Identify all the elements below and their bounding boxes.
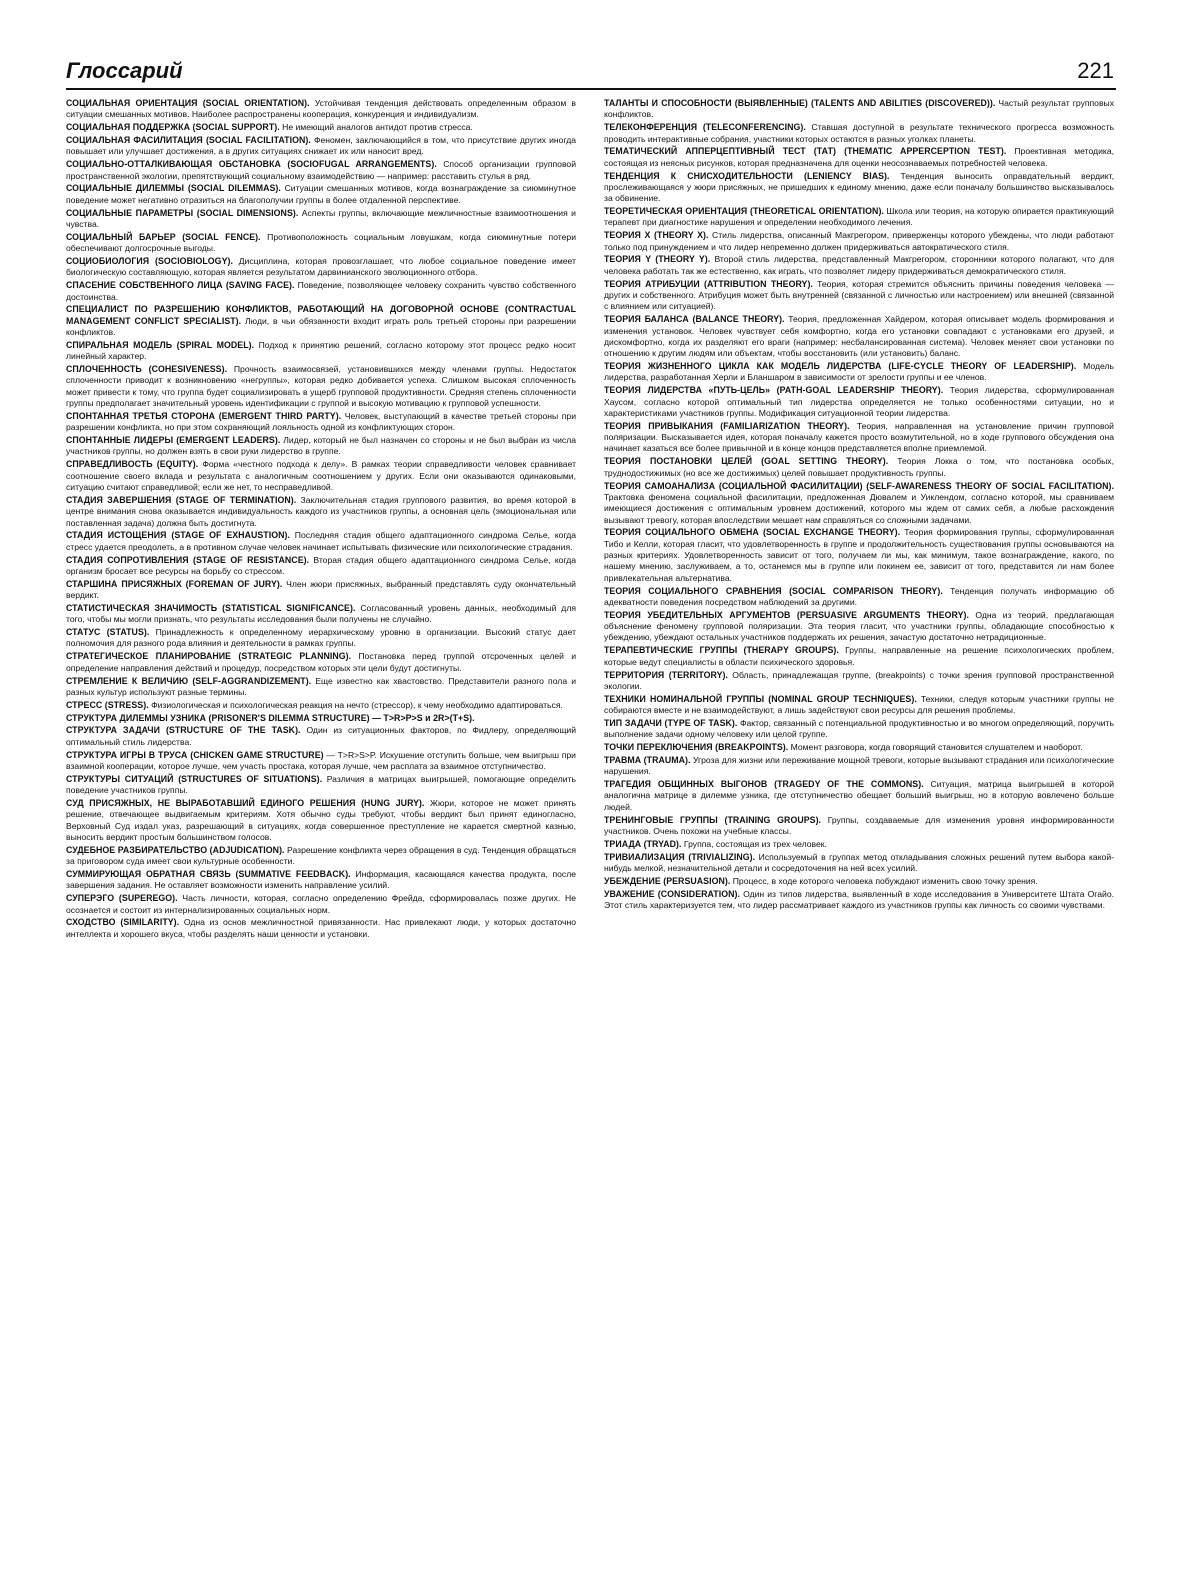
glossary-definition: Прочность взаимосвязей, установившихся между членами группы. Недостаток сплоченности приводит к возникновению «негруппы», которая редко добивается успеха. Слишком высокая сплоченность может привести к тому, что группа будет социализировать в ущерб групповой продуктивности. Средняя степень сплоченности группы предполагает значительный уровень идентификации с группой и высокую мотивацию к групповой успешности. bbox=[66, 364, 576, 409]
glossary-term: СХОДСТВО (SIMILARITY). bbox=[66, 917, 180, 928]
glossary-entry bbox=[66, 627, 576, 650]
glossary-term: ТЕОРИЯ СОЦИАЛЬНОГО ОБМЕНА (SOCIAL EXCHANGE THEORY). bbox=[604, 527, 901, 538]
glossary-definition: Стиль лидерства, описанный Макгрегором, приверженцы которого убеждены, что люди работают только под принуждением и что лидер непременно должен придерживаться автократического стиля. bbox=[604, 230, 1114, 252]
glossary-definition: Проективная методика, состоящая из неясных рисунков, которая предназначена для оценки неосознаваемых потребностей человека. bbox=[604, 146, 1114, 168]
glossary-term: СТАДИЯ ЗАВЕРШЕНИЯ (STAGE OF TERMINATION). bbox=[66, 494, 297, 505]
glossary-entry bbox=[66, 364, 576, 409]
glossary-term: ТОЧКИ ПЕРЕКЛЮЧЕНИЯ (BREAKPOINTS). bbox=[604, 742, 789, 753]
glossary-term: УБЕЖДЕНИЕ (PERSUASION). bbox=[604, 875, 731, 886]
glossary-entry bbox=[604, 779, 1114, 813]
glossary-definition: Подход к принятию решений, согласно которому этот процесс редко носит линейный характер. bbox=[66, 339, 576, 362]
glossary-term: ТЕОРИЯ ЛИДЕРСТВА «ПУТЬ-ЦЕЛЬ» (PATH-GOAL LEADERSHIP THEORY). bbox=[604, 385, 944, 396]
glossary-definition: Форма «честного подхода к делу». В рамках теории справедливости человек сравнивает соотношение своего вклада и результата с аналогичным соотношением у других. Если они оказываются одинаковыми, ситуацию считают справедливой; если же нет, то несправедливой. bbox=[66, 459, 576, 492]
glossary-definition: Школа или теория, на которую опирается практикующий терапевт при диагностике нарушения и определении необходимого лечения. bbox=[604, 206, 1114, 228]
glossary-entry bbox=[66, 798, 576, 843]
glossary-entry bbox=[66, 122, 576, 133]
glossary-definition: Один из ситуационных факторов, по Фидлеру, определяющий оптимальный стиль лидерства. bbox=[66, 725, 576, 747]
glossary-term: УВАЖЕНИЕ (CONSIDERATION). bbox=[604, 888, 740, 899]
glossary-entry bbox=[66, 435, 576, 458]
glossary-definition: Теория, предложенная Хайдером, которая описывает модель формирования и изменения установок. Человек чувствует себя комфортно, когда его установки совпадают с установками его друзей, и дискомфортно, когда их разделяют его враги (например: несбалансированная система). Человек меняет свои установки по отношению к другим людям или объектам, чтобы восстановить (или установить) баланс. bbox=[604, 314, 1114, 359]
glossary-definition: Часть личности, которая, согласно определению Фрейда, сформировалась позже других. Не осознается и состоит из интернализированных социальных норм. bbox=[66, 893, 576, 915]
glossary-definition: Поведение, позволяющее человеку сохранить чувство собственного достоинства. bbox=[66, 280, 576, 302]
glossary-definition: Тенденция выносить оправдательный вердикт, прослеживающаяся у жюри присяжных, не пришедших к единому мнению, даже если поначалу большинство высказывалось за обвинение. bbox=[604, 170, 1114, 204]
glossary-term: ТЕОРИЯ ЖИЗНЕННОГО ЦИКЛА КАК МОДЕЛЬ ЛИДЕРСТВА (LIFE-CYCLE THEORY OF LEADERSHIP). bbox=[604, 361, 1077, 372]
glossary-entry bbox=[66, 183, 576, 206]
glossary-definition: Момент разговора, когда говорящий становится слушателем и наоборот. bbox=[790, 742, 1083, 753]
glossary-term: СТАРШИНА ПРИСЯЖНЫХ (FOREMAN OF JURY). bbox=[66, 578, 283, 589]
glossary-definition: Физиологическая и психологическая реакция на нечто (стрессор), к чему необходимо адаптироваться. bbox=[151, 699, 563, 710]
glossary-term: ТРАВМА (TRAUMA). bbox=[604, 754, 691, 765]
glossary-definition: Аспекты группы, включающие межличностные взаимоотношения и чувства. bbox=[66, 207, 576, 229]
glossary-entry bbox=[604, 122, 1114, 145]
glossary-term: ТЕЛЕКОНФЕРЕНЦИЯ (TELECONFERENCING). bbox=[604, 122, 806, 133]
glossary-definition: Еще известно как хвастовство. Представители разного пола и разных культур используют разные термины. bbox=[66, 675, 576, 697]
glossary-definition: Группа, состоящая из трех человек. bbox=[683, 838, 827, 849]
glossary-definition: Член жюри присяжных, выбранный представлять суду окончательный вердикт. bbox=[66, 578, 576, 601]
glossary-definition: Не имеющий аналогов антидот против стресса. bbox=[282, 122, 473, 133]
glossary-entry bbox=[604, 815, 1114, 838]
glossary-entry bbox=[66, 750, 576, 773]
glossary-term: СТАТИСТИЧЕСКАЯ ЗНАЧИМОСТЬ (STATISTICAL SIGNIFICANCE). bbox=[66, 602, 356, 613]
glossary-entry bbox=[604, 876, 1114, 887]
glossary-term: СПОНТАННАЯ ТРЕТЬЯ СТОРОНА (EMERGENT THIRD PARTY). bbox=[66, 410, 342, 421]
glossary-term: СТРУКТУРЫ СИТУАЦИЙ (STRUCTURES OF SITUATIONS). bbox=[66, 773, 323, 784]
glossary-entry bbox=[66, 411, 576, 434]
glossary-definition: Тенденция получать информацию об адекватности поведения посредством наблюдений за другими. bbox=[604, 585, 1114, 607]
glossary-entry bbox=[66, 579, 576, 602]
glossary-entry bbox=[66, 159, 576, 182]
glossary-term: СТАТУС (STATUS). bbox=[66, 627, 150, 638]
glossary-entry bbox=[66, 917, 576, 940]
glossary-entry bbox=[66, 555, 576, 578]
glossary-entry bbox=[604, 98, 1114, 121]
glossary-term: СОЦИАЛЬНАЯ ПОДДЕРЖКА (SOCIAL SUPPORT). bbox=[66, 122, 280, 133]
glossary-term: СПЕЦИАЛИСТ ПО РАЗРЕШЕНИЮ КОНФЛИКТОВ, РАБОТАЮЩИЙ НА ДОГОВОРНОЙ ОСНОВЕ (CONTRACTUAL MANAGEMENT CONFLICT SPECIALIST). bbox=[66, 304, 576, 326]
glossary-term: СУММИРУЮЩАЯ ОБРАТНАЯ СВЯЗЬ (SUMMATIVE FEEDBACK). bbox=[66, 869, 351, 879]
glossary-term: СТРУКТУРА ДИЛЕММЫ УЗНИКА (PRISONER'S DILEMMA STRUCTURE) — T>R>P>S и 2R>(T+S). bbox=[66, 712, 475, 723]
glossary-entry bbox=[66, 459, 576, 493]
glossary-entry bbox=[66, 603, 576, 626]
glossary-term: СОЦИАЛЬНАЯ ФАСИЛИТАЦИЯ (SOCIAL FACILITATION). bbox=[66, 135, 311, 146]
glossary-term: СОЦИАЛЬНЫЕ ПАРАМЕТРЫ (SOCIAL DIMENSIONS). bbox=[66, 207, 299, 218]
glossary-definition: Жюри, которое не может принять решение, отвечающее выдвигаемым критериям. Хотя обычно суды требуют, чтобы вердикт был принят единогласно, Верховный Суд издал указ, разрешающий в ситуациях, когда совершенное преступление не карается смертной казнью, выносить вердикт простым большинством голосов. bbox=[66, 797, 576, 842]
glossary-definition: Фактор, связанный с потенциальной продуктивностью и во многом определяющий, поручить выполнение задачи одному человеку или целой группе. bbox=[604, 717, 1114, 740]
glossary-entry bbox=[66, 676, 576, 699]
glossary-definition: Принадлежность к определенному иерархическому уровню в организации. Высокий статус дает полномочия для разного рода влияния и деятельности в рамках группы. bbox=[66, 627, 576, 649]
glossary-entry bbox=[66, 530, 576, 553]
glossary-definition: Разрешение конфликта через обращения в суд. Тенденция обращаться за приговором суда имеет свои культурные особенности. bbox=[66, 844, 576, 867]
glossary-entry bbox=[604, 610, 1114, 644]
glossary-entry bbox=[604, 670, 1114, 693]
glossary-entry bbox=[604, 839, 1114, 850]
glossary-entry bbox=[604, 742, 1114, 753]
glossary-entry bbox=[66, 713, 576, 724]
glossary-entry bbox=[604, 718, 1114, 741]
glossary-entry bbox=[604, 755, 1114, 778]
glossary-term: СПЛОЧЕННОСТЬ (COHESIVENESS). bbox=[66, 364, 228, 375]
glossary-definition: Модель лидерства, разработанная Херли и Бланшаром в зависимости от зрелости группы и ее членов. bbox=[604, 361, 1114, 383]
glossary-entry bbox=[66, 304, 576, 338]
glossary-column-left bbox=[66, 98, 576, 1568]
glossary-definition: Группы, направленные на решение психологических проблем, которые ведут специалисты в области психического здоровья. bbox=[604, 645, 1114, 667]
glossary-term: СУД ПРИСЯЖНЫХ, НЕ ВЫРАБОТАВШИЙ ЕДИНОГО РЕШЕНИЯ (HUNG JURY). bbox=[66, 797, 425, 808]
glossary-term: СТРЕСС (STRESS). bbox=[66, 699, 149, 710]
glossary-term: ТЕХНИКИ НОМИНАЛЬНОЙ ГРУППЫ (NOMINAL GROUP TECHNIQUES). bbox=[604, 693, 917, 704]
glossary-entry bbox=[604, 254, 1114, 277]
glossary-term: СТРЕМЛЕНИЕ К ВЕЛИЧИЮ (SELF-AGGRANDIZEMENT). bbox=[66, 675, 312, 686]
glossary-entry bbox=[604, 421, 1114, 455]
glossary-term: СПРАВЕДЛИВОСТЬ (EQUITY). bbox=[66, 459, 199, 470]
glossary-definition: — T>R>S>P. Искушение отступить больше, чем выигрыш при взаимной кооперации, которое лучше, чем участь простака, которая лучше, чем расплата за взаимное отступничество. bbox=[66, 749, 576, 771]
glossary-term: ТАЛАНТЫ И СПОСОБНОСТИ (ВЫЯВЛЕННЫЕ) (TALENTS AND ABILITIES (DISCOVERED)). bbox=[604, 98, 996, 108]
glossary-entry bbox=[66, 340, 576, 363]
glossary-definition: Заключительная стадия группового развития, во время которой в центре внимания снова оказывается индивидуальность каждого из участников группы, а основная цель (эмоциональная или поставленная задача) должна быть достигнута. bbox=[66, 494, 576, 528]
glossary-definition: Второй стиль лидерства, представленный Макгрегором, сторонники которого полагают, что для человека работать так же естественно, как играть, что позволяет лидеру придерживаться демократического стиля. bbox=[604, 254, 1114, 276]
glossary-term: СТРУКТУРА ЗАДАЧИ (STRUCTURE OF THE TASK). bbox=[66, 725, 301, 736]
glossary-term: СПОНТАННЫЕ ЛИДЕРЫ (EMERGENT LEADERS). bbox=[66, 435, 281, 446]
glossary-definition: Лидер, который не был назначен со стороны и не был выбран из числа участников группы, но должен взять в свои руки лидерство в группе. bbox=[66, 435, 576, 457]
page-header bbox=[66, 56, 1116, 90]
glossary-term: СТРАТЕГИЧЕСКОЕ ПЛАНИРОВАНИЕ (STRATEGIC PLANNING). bbox=[66, 651, 352, 662]
glossary-entry bbox=[604, 230, 1114, 253]
glossary-definition: Устойчивая тенденция действовать определенным образом в ситуации смешанных мотивов. Наиболее распространены кооперация, конкуренция и индивидуализм. bbox=[66, 98, 576, 120]
glossary-term: ТЕРРИТОРИЯ (TERRITORY). bbox=[604, 669, 728, 680]
glossary-definition: Информация, касающаяся качества продукта, после завершения задания. Не оставляет возможности изменить направление усилий. bbox=[66, 869, 576, 891]
glossary-definition: Группы, создаваемые для изменения уровня информированности участников. Очень похожи на учебные классы. bbox=[604, 814, 1114, 836]
glossary-definition: Угроза для жизни или переживание мощной тревоги, которые вызывают страдания или психологические нарушения. bbox=[604, 754, 1114, 777]
glossary-term: СОЦИОБИОЛОГИЯ (SOCIOBIOLOGY). bbox=[66, 255, 233, 266]
glossary-term: СОЦИАЛЬНЫЕ ДИЛЕММЫ (SOCIAL DILEMMAS). bbox=[66, 183, 281, 194]
glossary-term: СТАДИЯ ИСТОЩЕНИЯ (STAGE OF EXHAUSTION). bbox=[66, 530, 290, 541]
glossary-entry bbox=[604, 171, 1114, 205]
glossary-definition: Человек, выступающий в качестве третьей стороны при разрешении конфликта, но при этом сохраняющий лояльность одной из конфликтующих сторон. bbox=[66, 410, 576, 433]
glossary-term: ТЕОРИЯ САМОАНАЛИЗА (СОЦИАЛЬНОЙ ФАСИЛИТАЦИИ) (SELF-AWARENESS THEORY OF SOCIAL FACILITATION). bbox=[604, 480, 1114, 491]
glossary-entry bbox=[66, 232, 576, 255]
glossary-entry bbox=[604, 456, 1114, 479]
glossary-term: ТРЕНИНГОВЫЕ ГРУППЫ (TRAINING GROUPS). bbox=[604, 814, 822, 825]
glossary-term: ТЕОРИЯ ПОСТАНОВКИ ЦЕЛЕЙ (GOAL SETTING THEORY). bbox=[604, 456, 889, 467]
glossary-term: СТАДИЯ СОПРОТИВЛЕНИЯ (STAGE OF RESISTANCE). bbox=[66, 554, 310, 565]
glossary-definition: Теория, направленная на установление причин групповой поляризации. Высказывается идея, которая поначалу кажется просто возмутительной, но в ходе группового обсуждения она начинает казаться все более привычной и в конце концов представляется вполне приемлемой. bbox=[604, 420, 1114, 454]
glossary-term: СОЦИАЛЬНЫЙ БАРЬЕР (SOCIAL FENCE). bbox=[66, 231, 261, 242]
glossary-term: СПИРАЛЬНАЯ МОДЕЛЬ (SPIRAL MODEL). bbox=[66, 339, 255, 350]
glossary-entry bbox=[604, 385, 1114, 419]
glossary-definition: Противоположность социальным ловушкам, когда сиюминутные потери обеспечивают долгосрочные выгоды. bbox=[66, 231, 576, 254]
glossary-term: СУДЕБНОЕ РАЗБИРАТЕЛЬСТВО (ADJUDICATION). bbox=[66, 844, 285, 855]
glossary-definition: Частый результат групповых конфликтов. bbox=[604, 98, 1114, 120]
glossary-term: ТЕНДЕНЦИЯ К СНИСХОДИТЕЛЬНОСТИ (LENIENCY BIAS). bbox=[604, 170, 890, 181]
glossary-definition: Теория формирования группы, сформулированная Тибо и Келли, которая гласит, что удовлетворенность в группе и продолжительность существования группы основываются на разных критериях. Удовлетворенность зависит от того, получаем ли мы, как минимум, такое вознаграждение, какого, по нашему мнению, заслуживаем, а то, останемся мы в группе или покинем ее, зависит от того, представится ли нам более привлекательная альтернатива. bbox=[604, 527, 1114, 583]
glossary-definition: Ситуации смешанных мотивов, когда вознаграждение за сиюминутное поведение может негативно отразиться на благополучии группы в более отдаленной перспективе. bbox=[66, 183, 576, 205]
glossary-definition: Ставшая доступной в результате технического прогресса возможность проводить интерактивные собрания, участники которых остаются в разных уголках планеты. bbox=[604, 122, 1114, 144]
glossary-definition: Процесс, в ходе которого человека побуждают изменить свою точку зрения. bbox=[732, 875, 1038, 886]
glossary-entry bbox=[604, 694, 1114, 717]
glossary-entry bbox=[66, 651, 576, 674]
glossary-entry bbox=[66, 256, 576, 279]
glossary-term: ТЕОРИЯ ПРИВЫКАНИЯ (FAMILIARIZATION THEORY). bbox=[604, 420, 850, 431]
glossary-definition: Теория лидерства, сформулированная Хаусом, согласно которой оптимальный тип лидерства определяется не только особенностями ситуации, но и характеристиками участников группы. Модификация ситуационной теории лидерства. bbox=[604, 385, 1114, 418]
glossary-entry bbox=[604, 314, 1114, 359]
glossary-entry bbox=[66, 495, 576, 529]
glossary-entry bbox=[66, 135, 576, 158]
glossary-definition: Один из типов лидерства, выявленный в ходе исследования в Университете Штата Огайо. Этот стиль характеризуется тем, что лидер рассматривает каждого из участников группы как личность со своими чувствами. bbox=[604, 888, 1114, 911]
glossary-entry bbox=[66, 774, 576, 797]
glossary-term: СУПЕРЭГО (SUPEREGO). bbox=[66, 893, 178, 904]
glossary-definition: Постановка перед группой отсроченных целей и определение направления действий и процедур, посредством которых эти цели будут достигнуты. bbox=[66, 651, 576, 673]
glossary-term: ТРАГЕДИЯ ОБЩИННЫХ ВЫГОНОВ (TRAGEDY OF THE COMMONS). bbox=[604, 779, 924, 790]
glossary-definition: Используемый в группах метод откладывания сложных решений путем выбора какой-нибудь мелкой, незначительной детали и сосредоточения на ней всех усилий. bbox=[604, 851, 1114, 873]
glossary-definition: Вторая стадия общего адаптационного синдрома Селье, когда организм бросает все ресурсы на борьбу со стрессом. bbox=[66, 554, 576, 576]
glossary-term: ТЕОРИЯ Y (THEORY Y). bbox=[604, 254, 711, 265]
glossary-entry bbox=[66, 869, 576, 892]
running-title: Глоссарий bbox=[66, 58, 183, 83]
glossary-entry bbox=[66, 208, 576, 231]
glossary-definition: Область, принадлежащая группе, (breakpoints) с точки зрения групповой пространственной экологии. bbox=[604, 669, 1114, 691]
glossary-definition: Различия в матрицах выигрышей, помогающие определить поведение участников группы. bbox=[66, 773, 576, 796]
glossary-definition: Феномен, заключающийся в том, что присутствие других иногда повышает или улучшает достижения, а в других ситуациях снижает их или наносит вред. bbox=[66, 135, 576, 157]
glossary-entry bbox=[66, 700, 576, 711]
glossary-definition: Люди, в чьи обязанности входит играть роль третьей стороны при разрешении конфликтов. bbox=[66, 315, 576, 338]
glossary-entry bbox=[604, 852, 1114, 875]
glossary-definition: Дисциплина, которая провозглашает, что любое социальное поведение имеет биологическую составляющую, которая является результатом дарвинианского эволюционного отбора. bbox=[66, 255, 576, 278]
glossary-entry bbox=[604, 527, 1114, 584]
glossary-definition: Одна из основ межличностной привязанности. Нас привлекают люди, у которых достаточно интеллекта и хорошего вкуса, чтобы разделять наши ценности и установки. bbox=[66, 917, 576, 939]
glossary-entry bbox=[604, 645, 1114, 668]
page-number: 221 bbox=[1077, 58, 1114, 83]
glossary-definition: Ситуация, матрица выигрышей в которой аналогична матрице в дилемме узника, где отступничество обещает больший выигрыш, но в которую вовлечено больше людей. bbox=[604, 779, 1114, 812]
glossary-definition: Теория, которая стремится объяснить причины поведения человека — других и собственного. Атрибуция может быть внутренней (связанной с личностью или настроением) или внешней (связанной с влиянием или ситуацией). bbox=[604, 278, 1114, 312]
glossary-term: ТЕОРИЯ СОЦИАЛЬНОГО СРАВНЕНИЯ (SOCIAL COMPARISON THEORY). bbox=[604, 585, 943, 596]
glossary-term: ТЕОРИЯ X (THEORY X). bbox=[604, 230, 709, 241]
glossary-entry bbox=[66, 98, 576, 121]
glossary-term: ТРИАДА (TRYAD). bbox=[604, 838, 682, 849]
glossary-definition: Трактовка феномена социальной фасилитации, предложенная Дювалем и Уиклендом, согласно которой, мы сравниваем имеющиеся достижения с оптимальным уровнем достижений, которого мы ждем от самих себя, а любые расхождения вызывают тревогу, которая впоследствии мешает нам справляться со сложными задачами. bbox=[604, 491, 1114, 525]
glossary-term: СПАСЕНИЕ СОБСТВЕННОГО ЛИЦА (SAVING FACE). bbox=[66, 280, 295, 291]
glossary-column-right bbox=[604, 98, 1114, 1568]
glossary-term: ТЕОРИЯ УБЕДИТЕЛЬНЫХ АРГУМЕНТОВ (PERSUASIVE ARGUMENTS THEORY). bbox=[604, 609, 969, 620]
glossary-entry bbox=[604, 481, 1114, 526]
glossary-definition: Техники, следуя которым участники группы не собираются вместе и не взаимодействуют, а лишь задействуют свои ресурсы для решения проблемы. bbox=[604, 693, 1114, 716]
glossary-term: СОЦИАЛЬНО-ОТТАЛКИВАЮЩАЯ ОБСТАНОВКА (SOCIOFUGAL ARRANGEMENTS). bbox=[66, 159, 437, 170]
glossary-entry bbox=[66, 893, 576, 916]
glossary-entry bbox=[604, 146, 1114, 169]
glossary-term: ТИП ЗАДАЧИ (TYPE OF TASK). bbox=[604, 717, 738, 728]
glossary-term: ТЕОРИЯ АТРИБУЦИИ (ATTRIBUTION THEORY). bbox=[604, 278, 813, 289]
glossary-term: СТРУКТУРА ИГРЫ В ТРУСА (CHICKEN GAME STRUCTURE) bbox=[66, 749, 324, 760]
glossary-entry bbox=[66, 280, 576, 303]
glossary-term: ТЕРАПЕВТИЧЕСКИЕ ГРУППЫ (THERAPY GROUPS). bbox=[604, 645, 839, 656]
glossary-term: ТРИВИАЛИЗАЦИЯ (TRIVIALIZING). bbox=[604, 851, 756, 862]
glossary-definition: Последняя стадия общего адаптационного синдрома Селье, когда стресс удается преодолеть, а в противном случае человек начинает испытывать физические или психологические страдания. bbox=[66, 530, 576, 552]
glossary-entry bbox=[604, 279, 1114, 313]
glossary-definition: Согласованный уровень данных, необходимый для того, чтобы мы могли признать, что результаты исследования были получены не случайно. bbox=[66, 602, 576, 625]
glossary-definition: Теория Локка о том, что постановка особых, труднодостижимых (но все же достижимых) целей повышает продуктивность группы. bbox=[604, 456, 1114, 478]
glossary-entry bbox=[604, 586, 1114, 609]
glossary-entry bbox=[604, 361, 1114, 384]
glossary-entry bbox=[66, 845, 576, 868]
glossary-term: СОЦИАЛЬНАЯ ОРИЕНТАЦИЯ (SOCIAL ORIENTATION). bbox=[66, 98, 310, 108]
glossary-term: ТЕОРЕТИЧЕСКАЯ ОРИЕНТАЦИЯ (THEORETICAL ORIENTATION). bbox=[604, 206, 884, 217]
glossary-term: ТЕОРИЯ БАЛАНСА (BALANCE THEORY). bbox=[604, 314, 785, 325]
glossary-entry bbox=[604, 889, 1114, 912]
glossary-definition: Способ организации групповой пространственной экологии, препятствующий социальному взаимодействию — например: расставить стулья в ряд. bbox=[66, 159, 576, 181]
glossary-entry bbox=[66, 725, 576, 748]
glossary-term: ТЕМАТИЧЕСКИЙ АППЕРЦЕПТИВНЫЙ ТЕСТ (ТАТ) (THEMATIC APPERCEPTION TEST). bbox=[604, 146, 1007, 157]
glossary-entry bbox=[604, 206, 1114, 229]
glossary-definition: Одна из теорий, предлагающая объяснение феномену групповой поляризации. Эта теория гласит, что участники группы, обладающие способностью к убеждению, убеждают остальных участников поддержать их решения, зачастую достаточно нетрадиционные. bbox=[604, 609, 1114, 643]
